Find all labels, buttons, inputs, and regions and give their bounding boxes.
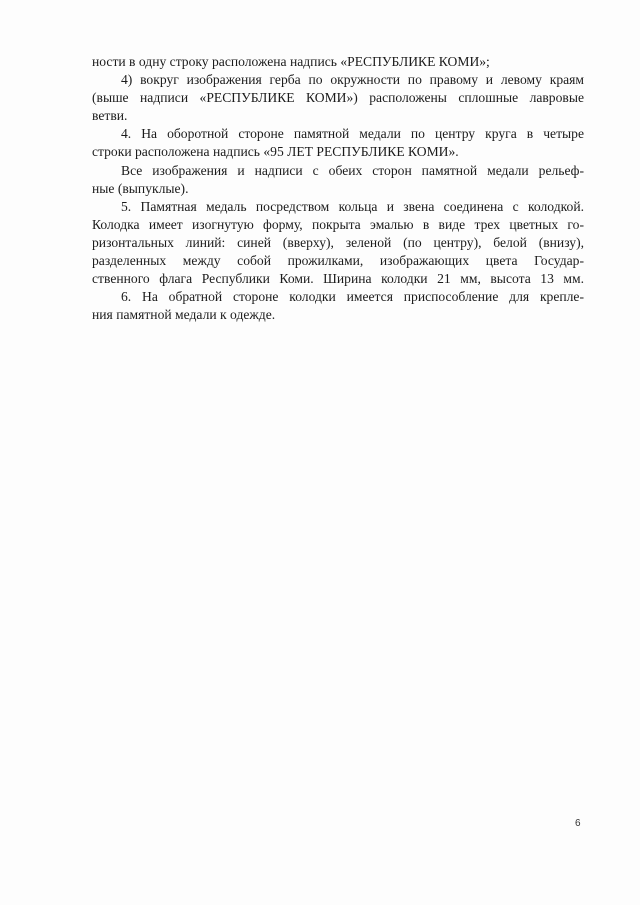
text-line: разделенных между собой прожилками, изображающих цвета Государ- (92, 253, 584, 269)
text-line: ния памятной медали к одежде. (92, 307, 276, 323)
text-line: ности в одну строку расположена надпись «РЕСПУБЛИКЕ КОМИ»; (92, 54, 490, 69)
text-line: ные (выпуклые). (92, 180, 189, 196)
text-line: ветви. (92, 108, 128, 124)
text-line: 4. На оборотной стороне памятной медали по центру круга в четыре (121, 126, 584, 142)
text-line: ризонтальных линий: синей (вверху), зеленой (по центру), белой (внизу), (92, 234, 584, 250)
text-line: строки расположена надпись «95 ЛЕТ РЕСПУБЛИКЕ КОМИ». (92, 144, 459, 160)
text-line: ственного флага Республики Коми. Ширина колодки 21 мм, высота 13 мм. (92, 271, 584, 287)
page-number: 6 (575, 818, 581, 829)
text-line: 4) вокруг изображения герба по окружности по правому и левому краям (121, 72, 584, 88)
document-body (92, 53, 584, 324)
text-line: 5. Памятная медаль посредством кольца и звена соединена с колодкой. (121, 198, 584, 214)
text-line: (выше надписи «РЕСПУБЛИКЕ КОМИ») расположены сплошные лавровые (92, 90, 584, 106)
text-line: Все изображения и надписи с обеих сторон памятной медали рельеф- (121, 162, 584, 178)
text-line: 6. На обратной стороне колодки имеется приспособление для крепле- (121, 289, 584, 305)
text-line: Колодка имеет изогнутую форму, покрыта эмалью в виде трех цветных го- (92, 216, 584, 232)
